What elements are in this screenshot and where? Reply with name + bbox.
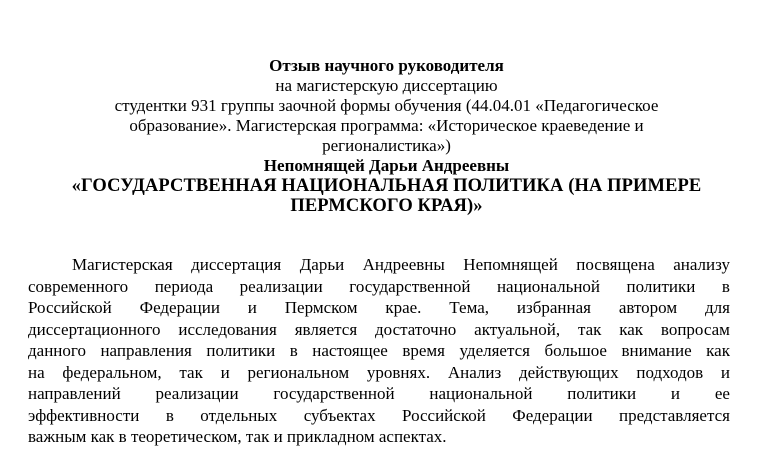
document-header — [40, 56, 733, 216]
body-line: эффективности в отдельных субъектах Российской Федерации представляется — [28, 405, 730, 425]
subtitle-line-4: регионалистика») — [322, 136, 451, 155]
subtitle-line-2: студентки 931 группы заочной формы обучения (44.04.01 «Педагогическое — [114, 96, 659, 115]
body-line: данного направления политики в настоящее время уделяется большое внимание как — [28, 341, 730, 360]
body-line: Российской Федерации и Пермском крае. Тема, избранная автором для — [28, 298, 730, 317]
thesis-title-line-2: ПЕРМСКОГО КРАЯ)» — [290, 196, 483, 216]
thesis-title-line-1: «ГОСУДАРСТВЕННАЯ НАЦИОНАЛЬНАЯ ПОЛИТИКА (НА ПРИМЕРЕ — [71, 176, 702, 196]
subtitle-line-3: образование». Магистерская программа: «Историческое краеведение и — [129, 116, 644, 135]
body-line: направлений реализации государственной национальной политики и ее — [28, 384, 730, 403]
student-name: Непомнящей Дарьи Андреевны — [263, 156, 510, 175]
review-title: Отзыв научного руководителя — [269, 56, 504, 75]
body-line: важным как в теоретическом, так и прикладном аспектах. — [28, 427, 447, 446]
review-body-paragraph — [28, 254, 730, 448]
body-line: диссертационного исследования является достаточно актуальной, так как вопросам — [28, 319, 730, 339]
body-line: Магистерская диссертация Дарьи Андреевны Непомнящей посвящена анализу — [72, 255, 730, 274]
body-line: на федеральном, так и региональном уровнях. Анализ действующих подходов и — [28, 362, 730, 382]
body-line: современного периода реализации государственной национальной политики в — [28, 276, 730, 296]
subtitle-line-1: на магистерскую диссертацию — [275, 76, 498, 95]
